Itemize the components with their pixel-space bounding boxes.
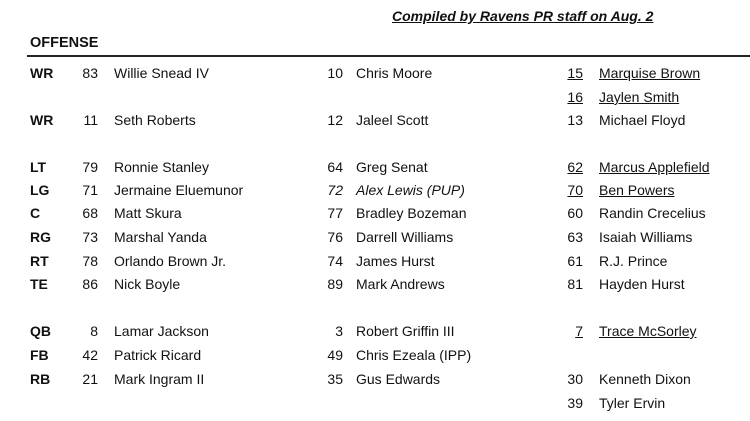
position-label: C <box>30 205 41 221</box>
jersey-number: 21 <box>82 371 98 387</box>
player-name: Orlando Brown Jr. <box>114 253 227 269</box>
jersey-number: 71 <box>82 182 98 198</box>
player-name: Jermaine Eluemunor <box>114 182 244 198</box>
jersey-number: 12 <box>327 112 343 128</box>
depth-chart-row <box>0 273 750 295</box>
player-name: Bradley Bozeman <box>356 205 467 221</box>
jersey-number: 76 <box>327 229 343 245</box>
depth-chart-row <box>0 179 750 201</box>
position-label: RT <box>30 253 49 269</box>
player-name: Hayden Hurst <box>599 276 685 292</box>
player-name: Marcus Applefield <box>599 159 710 175</box>
jersey-number: 60 <box>567 205 583 221</box>
depth-chart-row <box>0 320 750 342</box>
player-name: Randin Crecelius <box>599 205 706 221</box>
compiled-by-credit: Compiled by Ravens PR staff on Aug. 2 <box>392 8 654 24</box>
jersey-number: 42 <box>82 347 98 363</box>
position-label: RG <box>30 229 51 245</box>
jersey-number: 74 <box>327 253 343 269</box>
player-name: Matt Skura <box>114 205 182 221</box>
player-name: Isaiah Williams <box>599 229 693 245</box>
player-name: Marquise Brown <box>599 65 701 81</box>
jersey-number: 77 <box>327 205 343 221</box>
depth-chart-row <box>0 250 750 272</box>
depth-chart-row <box>0 226 750 248</box>
player-name: Michael Floyd <box>599 112 686 128</box>
player-name: Darrell Williams <box>356 229 454 245</box>
jersey-number: 39 <box>567 395 583 411</box>
player-name: Alex Lewis (PUP) <box>356 182 465 198</box>
player-name: Seth Roberts <box>114 112 196 128</box>
depth-chart-row <box>0 156 750 178</box>
jersey-number: 68 <box>82 205 98 221</box>
player-name: Marshal Yanda <box>114 229 207 245</box>
jersey-number: 61 <box>567 253 583 269</box>
position-label: LT <box>30 159 47 175</box>
player-name: Greg Senat <box>356 159 428 175</box>
jersey-number: 73 <box>82 229 98 245</box>
jersey-number: 63 <box>567 229 583 245</box>
jersey-number: 7 <box>575 323 583 339</box>
player-name: Patrick Ricard <box>114 347 202 363</box>
jersey-number: 70 <box>567 182 583 198</box>
jersey-number: 30 <box>567 371 583 387</box>
jersey-number: 35 <box>327 371 343 387</box>
section-title: OFFENSE <box>30 35 99 51</box>
player-name: Tyler Ervin <box>599 395 666 411</box>
depth-chart-row <box>0 344 750 366</box>
depth-chart-row <box>0 86 750 108</box>
player-name: Jaylen Smith <box>599 89 680 105</box>
jersey-number: 78 <box>82 253 98 269</box>
jersey-number: 83 <box>82 65 98 81</box>
position-label: TE <box>30 276 48 292</box>
player-name: James Hurst <box>356 253 435 269</box>
jersey-number: 89 <box>327 276 343 292</box>
position-label: RB <box>30 371 51 387</box>
player-name: Robert Griffin III <box>356 323 455 339</box>
position-label: LG <box>30 182 50 198</box>
jersey-number: 81 <box>567 276 583 292</box>
jersey-number: 16 <box>567 89 583 105</box>
player-name: R.J. Prince <box>599 253 668 269</box>
depth-chart-row <box>0 392 750 414</box>
player-name: Gus Edwards <box>356 371 441 387</box>
section-divider <box>27 55 750 57</box>
position-label: FB <box>30 347 49 363</box>
jersey-number: 15 <box>567 65 583 81</box>
player-name: Ronnie Stanley <box>114 159 209 175</box>
jersey-number: 79 <box>82 159 98 175</box>
jersey-number: 62 <box>567 159 583 175</box>
player-name: Trace McSorley <box>599 323 697 339</box>
player-name: Lamar Jackson <box>114 323 209 339</box>
player-name: Ben Powers <box>599 182 675 198</box>
player-name: Kenneth Dixon <box>599 371 691 387</box>
jersey-number: 10 <box>327 65 343 81</box>
position-label: QB <box>30 323 51 339</box>
jersey-number: 72 <box>327 182 343 198</box>
player-name: Willie Snead IV <box>114 65 209 81</box>
position-label: WR <box>30 65 54 81</box>
player-name: Chris Ezeala (IPP) <box>356 347 472 363</box>
jersey-number: 8 <box>90 323 98 339</box>
jersey-number: 86 <box>82 276 98 292</box>
jersey-number: 13 <box>567 112 583 128</box>
jersey-number: 64 <box>327 159 343 175</box>
player-name: Chris Moore <box>356 65 433 81</box>
depth-chart-row <box>0 62 750 84</box>
jersey-number: 11 <box>83 112 98 128</box>
player-name: Mark Andrews <box>356 276 445 292</box>
jersey-number: 49 <box>327 347 343 363</box>
player-name: Nick Boyle <box>114 276 181 292</box>
depth-chart-row <box>0 202 750 224</box>
depth-chart-row <box>0 109 750 131</box>
jersey-number: 3 <box>335 323 343 339</box>
player-name: Mark Ingram II <box>114 371 205 387</box>
player-name: Jaleel Scott <box>356 112 429 128</box>
depth-chart-row <box>0 368 750 390</box>
position-label: WR <box>30 112 54 128</box>
